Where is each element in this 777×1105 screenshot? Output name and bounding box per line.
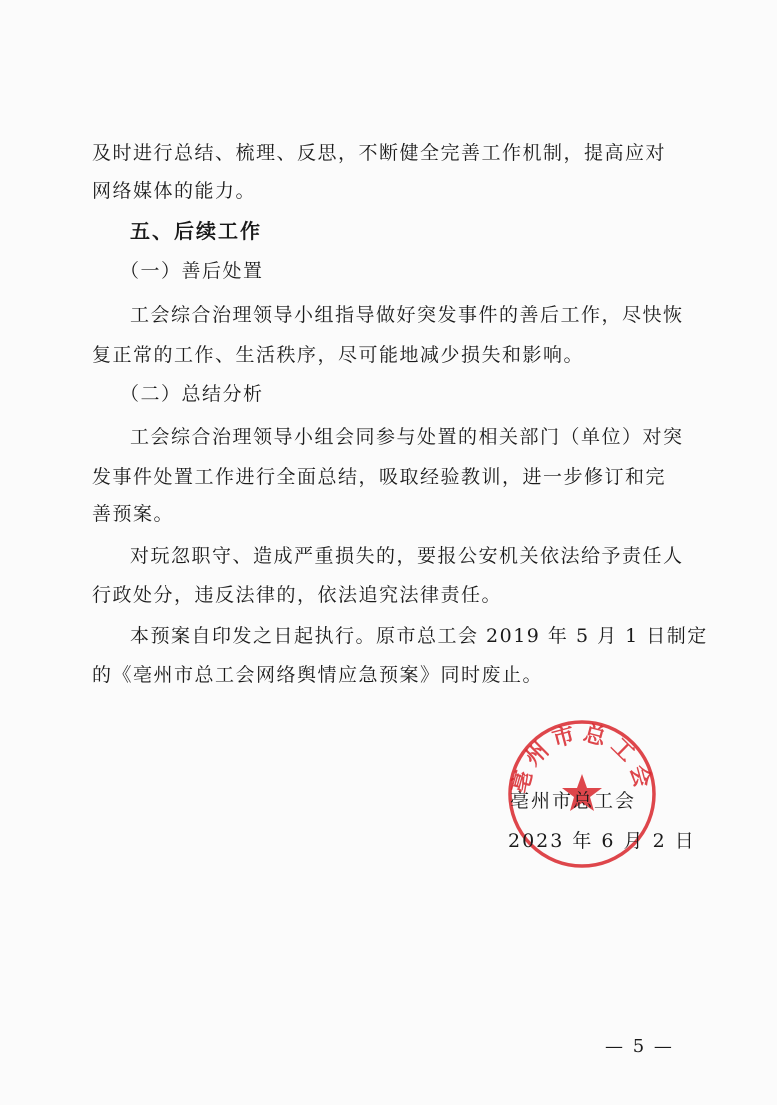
body-line: 工会综合治理领导小组指导做好突发事件的善后工作，尽快恢 bbox=[130, 304, 684, 326]
signature-date: 2023 年 6 月 2 日 bbox=[508, 830, 696, 852]
body-line: 的《亳州市总工会网络舆情应急预案》同时废止。 bbox=[92, 664, 544, 686]
subsection-heading: （二）总结分析 bbox=[120, 383, 264, 405]
signature-org: 亳州市总工会 bbox=[510, 790, 637, 812]
svg-text:亳州市总工会: 亳州市总工会 bbox=[507, 721, 657, 797]
subsection-heading: （一）善后处置 bbox=[120, 260, 264, 282]
section-heading: 五、后续工作 bbox=[130, 219, 262, 243]
body-line: 复正常的工作、生活秩序，尽可能地减少损失和影响。 bbox=[92, 344, 585, 366]
body-line: 行政处分，违反法律的，依法追究法律责任。 bbox=[92, 584, 503, 606]
body-line: 工会综合治理领导小组会同参与处置的相关部门（单位）对突 bbox=[130, 426, 684, 448]
body-line: 网络媒体的能力。 bbox=[92, 180, 257, 202]
body-line: 发事件处置工作进行全面总结，吸取经验教训，进一步修订和完 bbox=[92, 466, 667, 488]
body-line: 对玩忽职守、造成严重损失的，要报公安机关依法给予责任人 bbox=[130, 545, 684, 567]
body-line: 本预案自印发之日起执行。原市总工会 2019 年 5 月 1 日制定 bbox=[130, 625, 708, 647]
body-line: 及时进行总结、梳理、反思，不断健全完善工作机制，提高应对 bbox=[92, 142, 667, 164]
page-number: — 5 — bbox=[605, 1036, 674, 1057]
body-line: 善预案。 bbox=[92, 503, 175, 525]
